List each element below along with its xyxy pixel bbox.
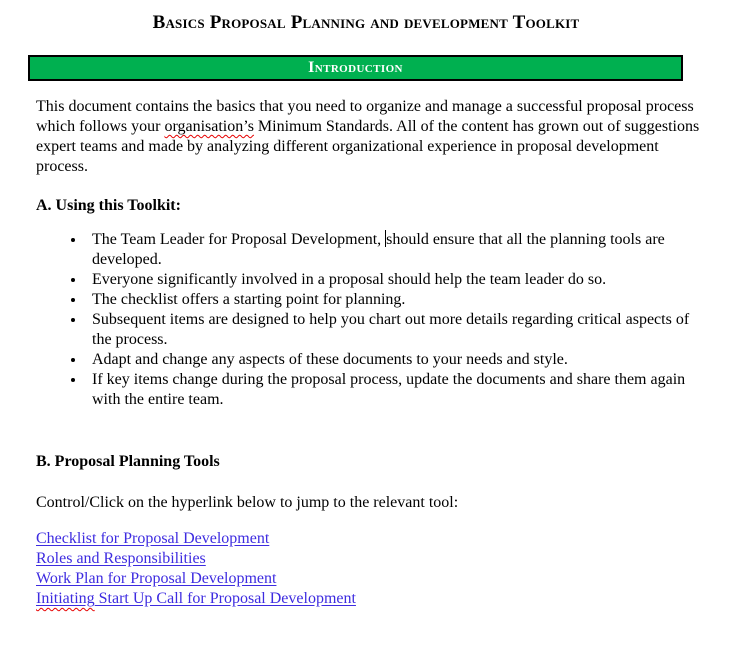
link-initiating-start-up-call[interactable] — [36, 589, 356, 609]
link-label: Checklist for Proposal Development — [36, 530, 270, 547]
bullet-text-post-caret: should ensure that all the planning tools are developed. — [92, 231, 665, 268]
bullet-text: The checklist offers a starting point for planning. — [92, 291, 406, 308]
bullet-text: Everyone significantly involved in a proposal should help the team leader do so. — [92, 271, 607, 288]
list-item — [86, 370, 702, 410]
intro-text-post: Minimum Standards. All of the content has grown out of suggestions expert teams and made by analyzing different organizational experience in proposal development process. — [36, 118, 700, 175]
spellcheck-word-initiating: Initiating — [36, 590, 95, 607]
document-title: Basics Proposal Planning and development Toolkit — [152, 12, 580, 33]
link-label: Roles and Responsibilities — [36, 550, 206, 567]
intro-text-pre: This document contains the basics that you need to organize and manage a successful proposal process which follows your — [36, 98, 694, 135]
document-page — [0, 12, 732, 656]
list-item — [86, 270, 702, 290]
spellcheck-word-organisations: organisation’s — [164, 118, 254, 135]
link-work-plan-for-proposal-development[interactable] — [36, 569, 276, 589]
list-item — [86, 290, 702, 310]
instruction-text: Control/Click on the hyperlink below to jump to the relevant tool: — [36, 494, 459, 511]
link-checklist-for-proposal-development[interactable] — [36, 529, 269, 549]
section-banner-label: Introduction — [308, 59, 403, 76]
bullet-list — [36, 230, 702, 410]
list-item — [86, 310, 702, 350]
intro-paragraph — [36, 97, 702, 177]
section-b-heading: B. Proposal Planning Tools — [36, 453, 220, 470]
link-label: Start Up Call for Proposal Development — [94, 590, 356, 607]
link-label: Work Plan for Proposal Development — [36, 570, 277, 587]
link-list — [36, 529, 702, 609]
bullet-text-pre-caret: The Team Leader for Proposal Development, — [92, 231, 386, 248]
list-item — [86, 230, 702, 270]
bullet-text: Adapt and change any aspects of these documents to your needs and style. — [92, 351, 568, 368]
bullet-text: If key items change during the proposal process, update the documents and share them again with the entire team. — [92, 371, 686, 408]
section-a-heading: A. Using this Toolkit: — [36, 197, 181, 214]
link-roles-and-responsibilities[interactable] — [36, 549, 206, 569]
list-item — [86, 350, 702, 370]
document-body — [36, 97, 702, 609]
section-banner — [28, 55, 683, 81]
bullet-text: Subsequent items are designed to help you chart out more details regarding critical aspects of the process. — [92, 311, 690, 348]
